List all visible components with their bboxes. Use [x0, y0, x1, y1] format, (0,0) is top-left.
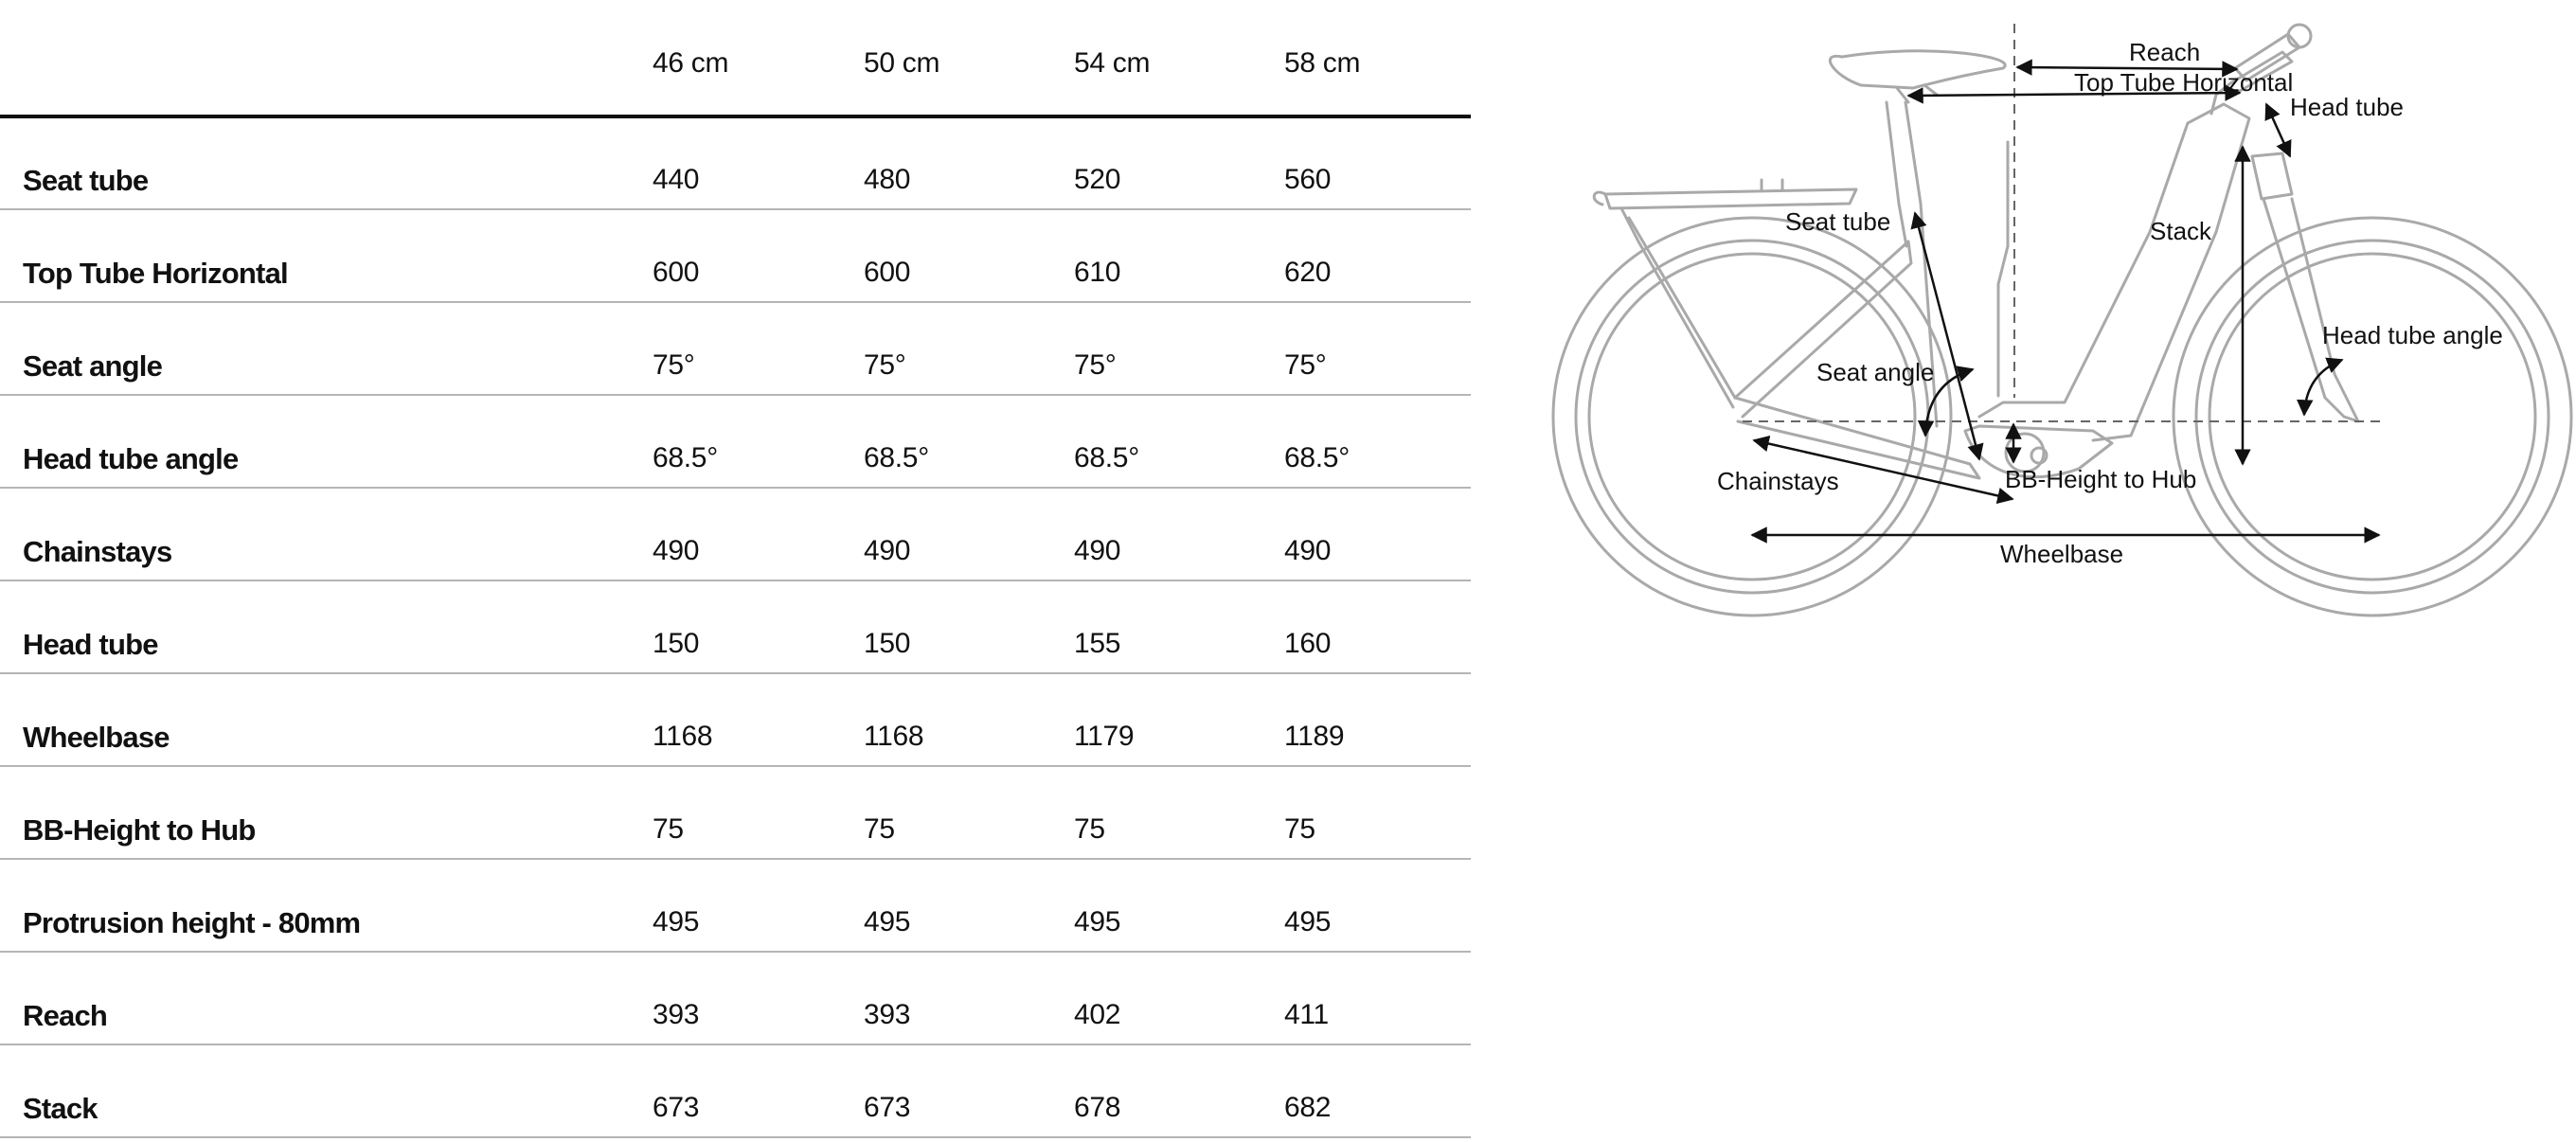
row-value: 1189 — [1284, 721, 1345, 752]
row-value: 411 — [1284, 999, 1329, 1030]
row-value: 75 — [1284, 813, 1315, 845]
row-value: 75° — [1284, 349, 1327, 381]
label-reach: Reach — [2129, 38, 2201, 66]
row-value: 440 — [653, 164, 700, 195]
row-value: 520 — [1074, 164, 1121, 195]
table-row — [0, 673, 1471, 767]
size-header-54: 54 cm — [1074, 47, 1151, 79]
size-header-58: 58 cm — [1284, 47, 1361, 79]
row-value: 600 — [653, 257, 700, 288]
row-value: 490 — [1284, 535, 1332, 566]
label-chainstays: Chainstays — [1717, 467, 1839, 495]
row-value: 75° — [864, 349, 906, 381]
row-value: 673 — [653, 1092, 700, 1123]
table-row — [0, 859, 1471, 953]
row-value: 150 — [864, 628, 911, 659]
row-value: 682 — [1284, 1092, 1332, 1123]
row-label: Seat tube — [23, 164, 149, 197]
label-seat-tube: Seat tube — [1785, 207, 1891, 236]
row-value: 495 — [1284, 906, 1332, 937]
diagram-labels — [1717, 38, 2503, 568]
bike-geometry-diagram — [1534, 0, 2576, 663]
row-value: 610 — [1074, 257, 1121, 288]
table-row — [0, 766, 1471, 860]
row-value: 68.5° — [1074, 442, 1139, 473]
label-wheelbase: Wheelbase — [2000, 540, 2124, 568]
table-row — [0, 209, 1471, 303]
size-header-46: 46 cm — [653, 47, 729, 79]
row-label: Head tube angle — [23, 442, 239, 475]
row-value: 495 — [1074, 906, 1121, 937]
row-value: 150 — [653, 628, 700, 659]
row-value: 495 — [864, 906, 911, 937]
label-seat-angle: Seat angle — [1816, 358, 1935, 386]
label-top-tube: Top Tube Horizontal — [2074, 68, 2294, 97]
table-header — [0, 0, 1471, 118]
row-value: 68.5° — [1284, 442, 1350, 473]
row-value: 600 — [864, 257, 911, 288]
row-value: 75 — [653, 813, 684, 845]
row-value: 68.5° — [864, 442, 929, 473]
table-row — [0, 116, 1471, 210]
row-value: 393 — [864, 999, 911, 1030]
table-row — [0, 952, 1471, 1045]
row-value: 75° — [653, 349, 695, 381]
row-value: 560 — [1284, 164, 1332, 195]
row-label: BB-Height to Hub — [23, 813, 256, 847]
size-header-50: 50 cm — [864, 47, 940, 79]
row-value: 490 — [864, 535, 911, 566]
row-value: 490 — [1074, 535, 1121, 566]
row-value: 490 — [653, 535, 700, 566]
row-value: 75° — [1074, 349, 1117, 381]
label-head-tube-angle: Head tube angle — [2322, 321, 2503, 349]
row-label: Wheelbase — [23, 721, 170, 754]
row-label: Chainstays — [23, 535, 172, 568]
table-row — [0, 302, 1471, 396]
bike-outline — [1553, 25, 2571, 616]
row-label: Protrusion height - 80mm — [23, 906, 361, 939]
row-label: Stack — [23, 1092, 98, 1125]
row-value: 75 — [864, 813, 895, 845]
row-value: 402 — [1074, 999, 1121, 1030]
row-value: 393 — [653, 999, 700, 1030]
row-label: Reach — [23, 999, 108, 1032]
label-bb-height: BB-Height to Hub — [2005, 465, 2197, 493]
row-value: 155 — [1074, 628, 1121, 659]
label-stack: Stack — [2150, 217, 2212, 245]
row-value: 75 — [1074, 813, 1105, 845]
row-value: 495 — [653, 906, 700, 937]
row-value: 68.5° — [653, 442, 718, 473]
table-row — [0, 1044, 1471, 1138]
row-label: Top Tube Horizontal — [23, 257, 288, 290]
row-value: 160 — [1284, 628, 1332, 659]
row-value: 1168 — [864, 721, 924, 752]
row-value: 480 — [864, 164, 911, 195]
row-value: 620 — [1284, 257, 1332, 288]
table-row — [0, 580, 1471, 674]
row-label: Head tube — [23, 628, 158, 661]
row-value: 1168 — [653, 721, 713, 752]
row-label: Seat angle — [23, 349, 163, 383]
label-head-tube: Head tube — [2290, 93, 2404, 121]
row-value: 1179 — [1074, 721, 1135, 752]
table-row — [0, 488, 1471, 581]
table-row — [0, 395, 1471, 489]
row-value: 673 — [864, 1092, 911, 1123]
row-value: 678 — [1074, 1092, 1121, 1123]
